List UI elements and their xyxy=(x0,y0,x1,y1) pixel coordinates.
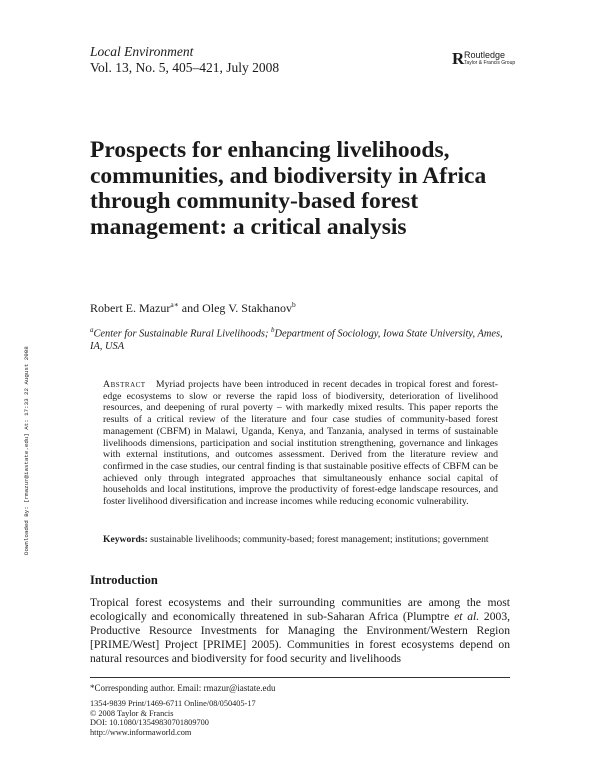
author-1-marks: a∗ xyxy=(170,300,179,309)
intro-text-1: Tropical forest ecosystems and their surrounding communities are among the most ecologically and economically threatened in sub-Saharan Africa (Plumptre xyxy=(90,596,510,623)
author-2: Oleg V. Stakhanov xyxy=(202,301,292,315)
abstract xyxy=(103,379,498,508)
corresponding-author-note: *Corresponding author. Email: rmazur@iastate.edu xyxy=(90,683,276,693)
journal-name: Local Environment xyxy=(90,44,194,59)
intro-text-etal: et al. xyxy=(454,610,480,623)
footnote-divider xyxy=(90,677,510,678)
routledge-logo-icon: R xyxy=(452,49,465,68)
download-watermark xyxy=(22,265,34,555)
author-line xyxy=(90,298,296,315)
publication-metadata xyxy=(90,699,256,737)
author-1: Robert E. Mazur xyxy=(90,301,171,315)
doi-line: DOI: 10.1080/13549830701809700 xyxy=(90,718,209,728)
affiliations xyxy=(90,324,510,353)
journal-header xyxy=(90,44,279,76)
keywords xyxy=(103,534,498,546)
affil-a: Center for Sustainable Rural Livelihoods; xyxy=(93,328,271,340)
abstract-label: Abstract xyxy=(103,379,146,390)
author-2-marks: b xyxy=(291,300,296,309)
introduction-heading: Introduction xyxy=(90,573,158,587)
download-note: Downloaded By: [rmazur@iastate.edu] At: 17:33 22 August 2008 xyxy=(23,346,30,555)
abstract-text: Myriad projects have been introduced in recent decades in tropical forest and forest-edge ecosystems to slow or reverse the rapid loss of biodiversity, deterioration of livelihood resources, and deepening of rural poverty – with markedly mixed results. This paper reports the results of a critical review of the literature and four case studies of community-based forest management (CBFM) in Malawi, Uganda, Kenya, and Tanzania, analysed in terms of sustainable livelihoods dimensions, participation and social institution strengthening, governance and linkages with external institutions, and outcomes assessment. Derived from the literature review and confirmed in the case studies, our central finding is that sustainable positive effects of CBFM can be achieved only through integrated approaches that simultaneously enhance social capital of households and local institutions, improve the productivity of forest-edge landscape resources, and foster livelihood diversification and increase incomes while reducing economic vulnerability. xyxy=(103,379,498,508)
author-conjunction: and xyxy=(178,301,203,315)
publisher-url[interactable]: http://www.informaworld.com xyxy=(90,727,192,737)
introduction-paragraph xyxy=(90,596,510,666)
journal-volume-line: Vol. 13, No. 5, 405–421, July 2008 xyxy=(90,60,280,75)
copyright-line: © 2008 Taylor & Francis xyxy=(90,708,174,718)
issn-line: 1354-9839 Print/1469-6711 Online/08/050405-17 xyxy=(90,699,256,708)
affil-b: Department of Sociology, Iowa State University, Ames, IA, USA xyxy=(90,328,503,353)
publisher-name: Routledge xyxy=(464,50,506,60)
keywords-label: Keywords: xyxy=(103,534,148,545)
routledge-logo xyxy=(452,50,522,68)
publisher-group: Taylor & Francis Group xyxy=(464,60,516,66)
article-title: Prospects for enhancing livelihoods, communities, and biodiversity in Africa through community-based forest management: a critical analysis xyxy=(90,137,487,240)
intro-text-2: 2003, Productive Resource Investments for Managing the Environment/Western Region [PRIME/West] Project [PRIME] 2005). Communities in forest ecosystems depend on natural resources and biodiversity for food security and livelihoods xyxy=(90,610,511,665)
affil-b-mark: b xyxy=(271,326,275,334)
keywords-text: sustainable livelihoods; community-based; forest management; institutions; government xyxy=(147,534,489,545)
affil-a-mark: a xyxy=(90,326,94,334)
